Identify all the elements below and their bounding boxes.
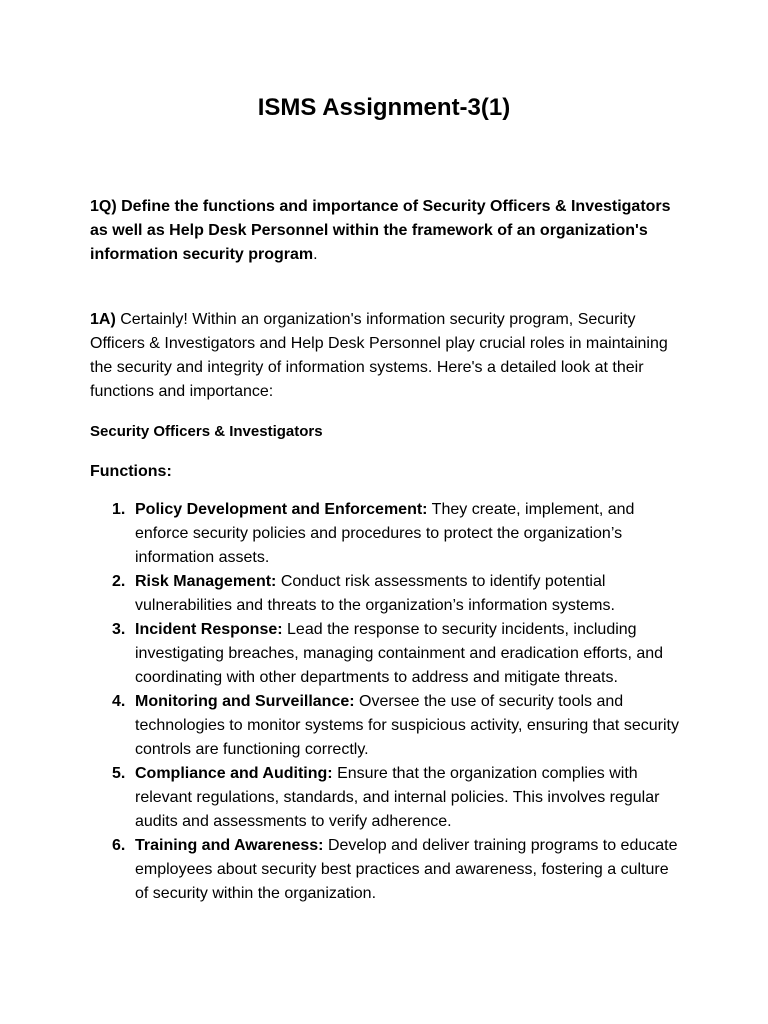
list-item-description: Ensure that the organization complies with relevant regulations, standards, and internal policies. This involves regular audits and assessments to verify adherence.	[135, 765, 660, 830]
question-text: 1Q) Define the functions and importance of Security Officers & Investigators as well as Help Desk Personnel within the framework of an organization's information security program	[90, 198, 671, 263]
list-item-description: Develop and deliver training programs to educate employees about security best practices and awareness, fostering a culture of security within the organization.	[135, 837, 678, 902]
list-item-term: Compliance and Auditing:	[135, 765, 333, 782]
question-terminal: .	[313, 246, 318, 263]
list-item-term: Training and Awareness:	[135, 837, 324, 854]
answer-label: 1A)	[90, 311, 116, 328]
list-item-term: Policy Development and Enforcement:	[135, 501, 428, 518]
functions-heading: Functions:	[90, 463, 172, 480]
list-item-number: 6.	[112, 837, 126, 854]
list-item	[90, 762, 680, 834]
list-item-number: 3.	[112, 621, 126, 638]
list-item-description: Lead the response to security incidents, including investigating breaches, managing containment and eradication efforts, and coordinating with other departments to address and mitigate threats.	[135, 621, 664, 686]
list-item	[90, 570, 680, 618]
list-item-description: Oversee the use of security tools and technologies to monitor systems for suspicious activity, ensuring that security controls are functioning correctly.	[135, 693, 679, 758]
list-item	[90, 834, 680, 906]
list-item-number: 1.	[112, 501, 126, 518]
list-item	[90, 690, 680, 762]
functions-list	[90, 498, 680, 906]
list-item-term: Monitoring and Surveillance:	[135, 693, 355, 710]
list-item-description: They create, implement, and enforce security policies and procedures to protect the organization’s information assets.	[135, 501, 635, 566]
list-item-number: 4.	[112, 693, 126, 710]
list-item	[90, 498, 680, 570]
list-item-description: Conduct risk assessments to identify potential vulnerabilities and threats to the organization’s information systems.	[135, 573, 615, 614]
list-item	[90, 618, 680, 690]
question-paragraph	[90, 195, 680, 267]
list-item-term: Incident Response:	[135, 621, 283, 638]
list-item-term: Risk Management:	[135, 573, 277, 590]
list-item-number: 2.	[112, 573, 126, 590]
document-title: ISMS Assignment-3(1)	[257, 94, 511, 121]
answer-paragraph	[90, 308, 690, 404]
list-item-number: 5.	[112, 765, 126, 782]
section-heading: Security Officers & Investigators	[90, 423, 323, 440]
answer-text: Certainly! Within an organization's information security program, Security Officers & Investigators and Help Desk Personnel play crucial roles in maintaining the security and integrity of information systems. Here's a detailed look at their functions and importance:	[90, 311, 668, 400]
